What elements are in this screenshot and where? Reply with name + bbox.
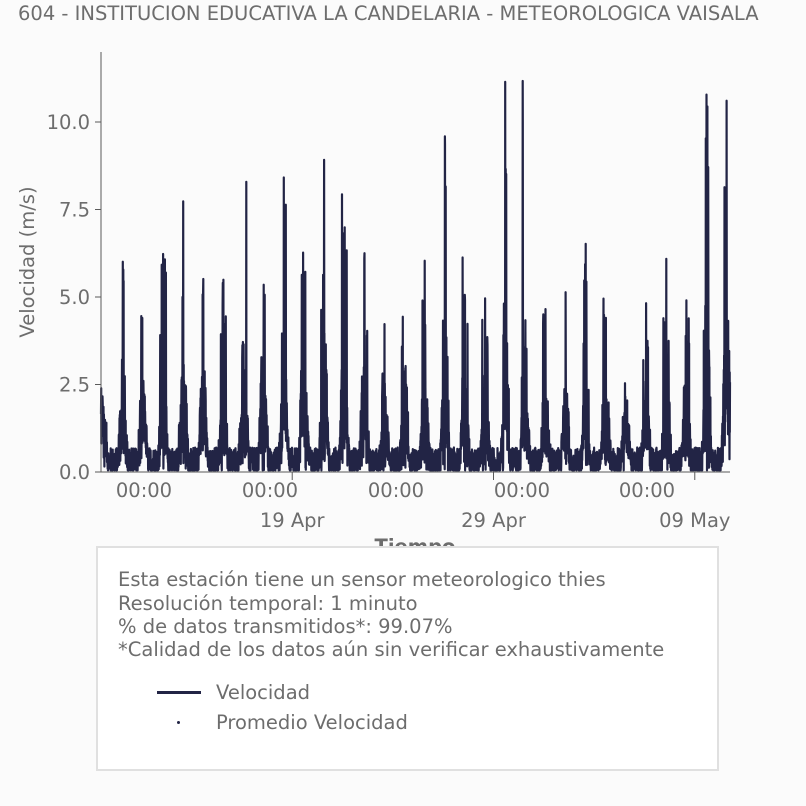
info-resolution: Resolución temporal: 1 minuto xyxy=(118,592,418,615)
y-tick-label: 0.0 xyxy=(58,461,90,484)
info-sensor: Esta estación tiene un sensor meteorologico thies xyxy=(118,568,606,591)
x-tick-label-time: 00:00 xyxy=(493,479,551,502)
legend-label-velocidad: Velocidad xyxy=(216,681,311,704)
y-tick-label: 10.0 xyxy=(46,111,90,134)
legend-line-swatch xyxy=(157,691,201,694)
info-box xyxy=(96,546,719,771)
x-tick-label-date: 29 Apr xyxy=(461,509,526,532)
info-transmitted: % de datos transmitidos*: 99.07% xyxy=(118,615,453,638)
legend-label-promedio: Promedio Velocidad xyxy=(216,711,408,734)
x-tick-label-time: 00:00 xyxy=(115,479,173,502)
x-tick-label-date: 09 May xyxy=(659,509,731,532)
info-quality-note: *Calidad de los datos aún sin verificar exhaustivamente xyxy=(118,638,665,661)
x-tick-label-time: 00:00 xyxy=(618,479,676,502)
y-tick-label: 5.0 xyxy=(58,286,90,309)
y-tick-label: 7.5 xyxy=(58,198,90,222)
y-tick-label: 2.5 xyxy=(58,373,90,397)
plot-area xyxy=(101,81,730,470)
x-ticks xyxy=(116,472,731,532)
chart-title: 604 - INSTITUCION EDUCATIVA LA CANDELARIA - METEOROLOGICA VAISALA xyxy=(18,2,759,25)
legend-dot-swatch xyxy=(177,721,180,724)
y-axis-label: Velocidad (m/s) xyxy=(16,186,39,338)
x-tick-label-date: 19 Apr xyxy=(259,509,325,532)
y-ticks xyxy=(47,111,101,484)
x-tick-label-time: 00:00 xyxy=(367,479,425,502)
x-tick-label-time: 00:00 xyxy=(241,479,299,502)
series-line-velocidad xyxy=(101,81,730,470)
